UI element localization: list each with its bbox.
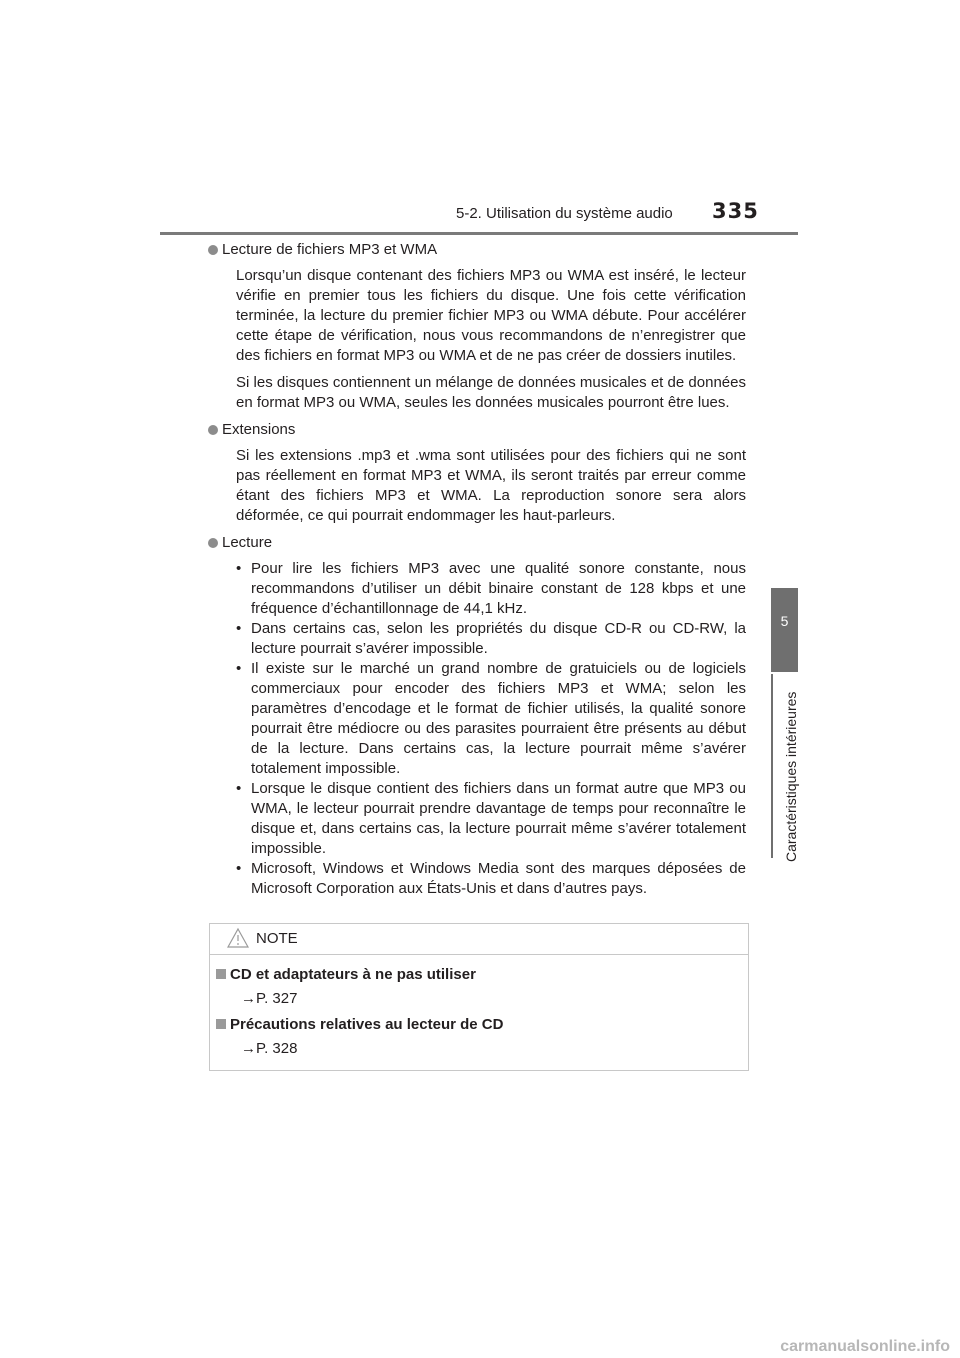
list-item: • Il existe sur le marché un grand nombre de gratuiciels ou de logiciels commerciaux pour encoder des fichiers MP3 et WMA; selon les paramètres d’encodage et le format de fichier utilisés, la qualité sonore pourrait être médiocre ou des parasites pourraient être présents au début de la lecture. Dans certains cas, la lecture pourrait même s’avérer totalement impossible. — [236, 660, 746, 777]
paragraph: Si les disques contiennent un mélange de données musicales et de données en format MP3 ou WMA, seules les données musicales pourront être lues. — [236, 374, 746, 411]
item-heading-text: Lecture de fichiers MP3 et WMA — [222, 241, 438, 258]
item-heading-text: Lecture — [222, 534, 273, 551]
item-heading — [208, 533, 746, 553]
chapter-label: Caractéristiques intérieures — [783, 691, 799, 862]
item-heading — [208, 420, 746, 440]
list-item: • Pour lire les fichiers MP3 avec une qualité sonore constante, nous recommandons d’utiliser un débit binaire constant de 128 kbps et une fréquence d’échantillonnage de 44,1 kHz. — [236, 560, 746, 617]
page-reference-link[interactable]: →P. 328 — [241, 1040, 298, 1057]
list-item: • Lorsque le disque contient des fichiers dans un format autre que MP3 ou WMA, le lecteur pourrait prendre davantage de temps pour reconnaître le disque et, dans certains cas, la lecture pourrait même s’avérer totalement impossible. — [236, 780, 746, 857]
square-bullet-icon — [216, 1019, 226, 1029]
square-bullet-icon — [216, 969, 226, 979]
note-title: NOTE — [256, 930, 298, 947]
paragraph: Lorsqu’un disque contenant des fichiers MP3 ou WMA est inséré, le lecteur vérifie en premier tous les fichiers du disque. Une fois cette vérification terminée, la lecture du premier fichier MP3 ou WMA débute. Pour accélérer cette étape de vérification, nous vous recommandons de n’enregistrer que des fichiers en format MP3 ou WMA et de ne pas créer de dossiers inutiles. — [236, 267, 746, 364]
bullet-dot-icon — [208, 425, 218, 435]
page-number: 335 — [712, 199, 759, 223]
header-divider — [160, 232, 798, 235]
bullet-list — [236, 559, 746, 899]
arrow-right-icon: → — [241, 990, 256, 1007]
watermark: carmanualsonline.info — [780, 1338, 950, 1355]
note-item-title: Précautions relatives au lecteur de CD — [216, 1016, 503, 1033]
note-box — [209, 923, 749, 1071]
chapter-number: 5 — [780, 613, 789, 629]
main-content — [222, 240, 746, 899]
item-heading — [208, 240, 746, 260]
list-item: • Microsoft, Windows et Windows Media sont des marques déposées de Microsoft Corporation aux États-Unis et dans d’autres pays. — [236, 860, 746, 897]
paragraph: Si les extensions .mp3 et .wma sont utilisées pour des fichiers qui ne sont pas réellement en format MP3 et WMA, ils seront traités par erreur comme étant des fichiers MP3 et WMA. La reproduction sonore sera alors déformée, ce qui pourrait endommager les haut-parleurs. — [236, 447, 746, 524]
arrow-right-icon: → — [241, 1040, 256, 1057]
note-item-title: CD et adaptateurs à ne pas utiliser — [216, 966, 476, 983]
list-item: • Dans certains cas, selon les propriétés du disque CD-R ou CD-RW, la lecture pourrait s’avérer impossible. — [236, 620, 746, 657]
bullet-dot-icon — [208, 538, 218, 548]
chapter-tab-line — [771, 674, 773, 858]
note-header — [210, 924, 748, 955]
bullet-dot-icon — [208, 245, 218, 255]
section-title: 5-2. Utilisation du système audio — [456, 205, 673, 222]
item-heading-text: Extensions — [222, 421, 296, 438]
chapter-tab[interactable] — [771, 588, 798, 672]
warning-icon — [227, 927, 249, 954]
page-reference-link[interactable]: →P. 327 — [241, 990, 298, 1007]
